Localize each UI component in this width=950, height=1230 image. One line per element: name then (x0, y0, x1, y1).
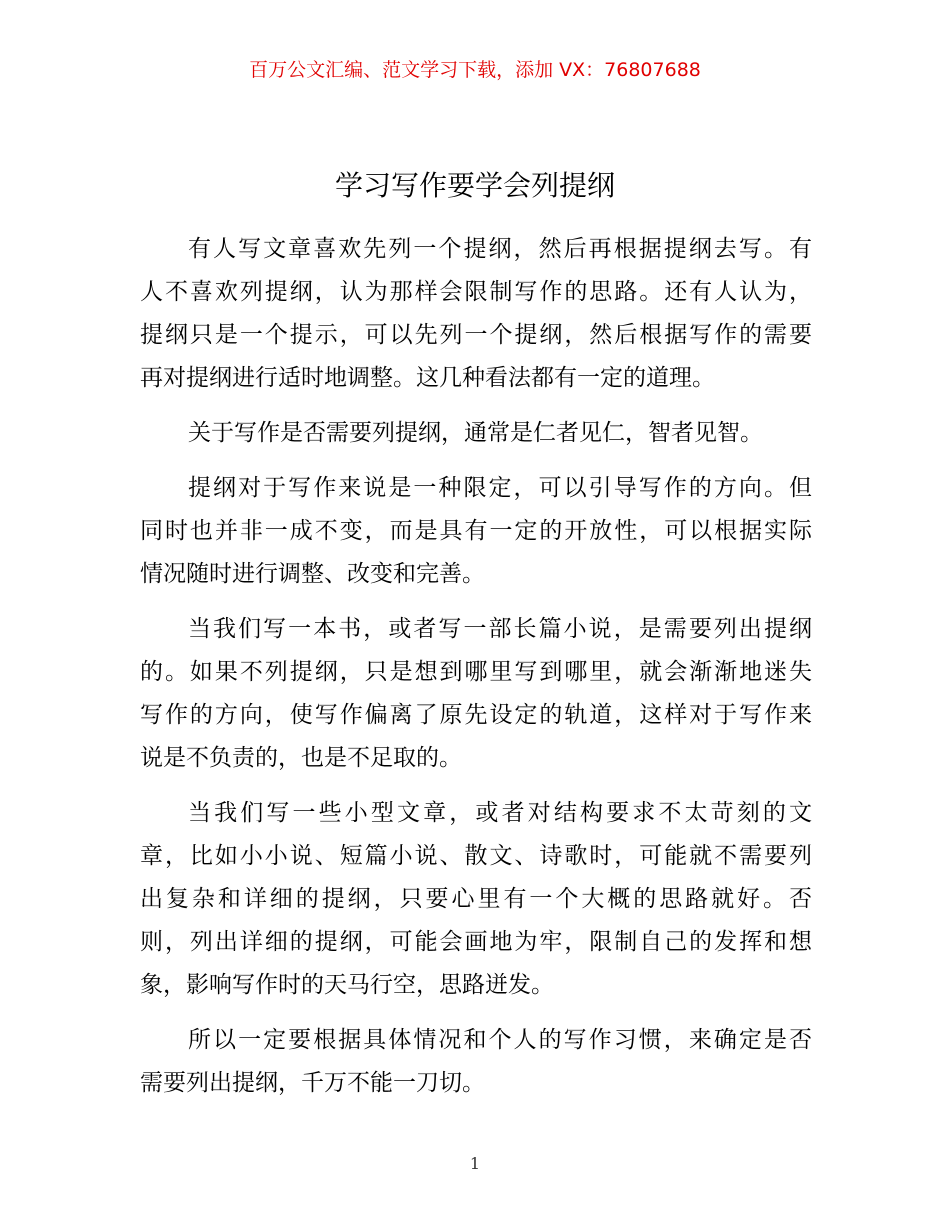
paragraph-line: 说是不负责的，也是不足取的。 (140, 745, 462, 771)
paragraph-line: 同时也并非一成不变，而是具有一定的开放性，可以根据实际 (140, 518, 812, 544)
paragraph-line: 当我们写一些小型文章，或者对结构要求不太苛刻的文 (188, 800, 812, 826)
paragraph-6 (140, 1019, 812, 1105)
paragraph-line: 有人写文章喜欢先列一个提纲，然后再根据提纲去写。有 (188, 236, 812, 262)
document-body (140, 228, 812, 1117)
paragraph-line: 当我们写一本书，或者写一部长篇小说，是需要列出提纲 (188, 616, 812, 642)
paragraph-1 (140, 228, 812, 400)
paragraph-line: 提纲对于写作来说是一种限定，可以引导写作的方向。但 (188, 475, 812, 501)
paragraph-line: 情况随时进行调整、改变和完善。 (140, 561, 485, 587)
paragraph-line: 提纲只是一个提示，可以先列一个提纲，然后根据写作的需要 (140, 322, 812, 348)
paragraph-line: 所以一定要根据具体情况和个人的写作习惯，来确定是否 (188, 1027, 812, 1053)
paragraph-line: 的。如果不列提纲，只是想到哪里写到哪里，就会渐渐地迷失 (140, 659, 812, 685)
paragraph-line: 出复杂和详细的提纲，只要心里有一个大概的思路就好。否 (140, 886, 812, 912)
paragraph-line: 再对提纲进行适时地调整。这几种看法都有一定的道理。 (140, 365, 715, 391)
watermark-header: 百万公文汇编、范文学习下载，添加 VX：76807688 (249, 59, 701, 81)
paragraph-line: 象，影响写作时的天马行空，思路迸发。 (140, 972, 554, 998)
paragraph-line: 人不喜欢列提纲，认为那样会限制写作的思路。还有人认为， (140, 279, 812, 305)
paragraph-5 (140, 792, 812, 1007)
paragraph-line: 写作的方向，使写作偏离了原先设定的轨道，这样对于写作来 (140, 702, 812, 728)
document-title: 学习写作要学会列提纲 (334, 169, 615, 202)
paragraph-line: 关于写作是否需要列提纲，通常是仁者见仁，智者见智。 (188, 420, 763, 446)
paragraph-2 (140, 412, 812, 455)
paragraph-3 (140, 467, 812, 596)
paragraph-line: 则，列出详细的提纲，可能会画地为牢，限制自己的发挥和想 (140, 929, 812, 955)
paragraph-4 (140, 608, 812, 780)
paragraph-line: 需要列出提纲，千万不能一刀切。 (140, 1070, 485, 1096)
page-number: 1 (469, 1154, 481, 1173)
paragraph-line: 章，比如小小说、短篇小说、散文、诗歌时，可能就不需要列 (140, 843, 812, 869)
